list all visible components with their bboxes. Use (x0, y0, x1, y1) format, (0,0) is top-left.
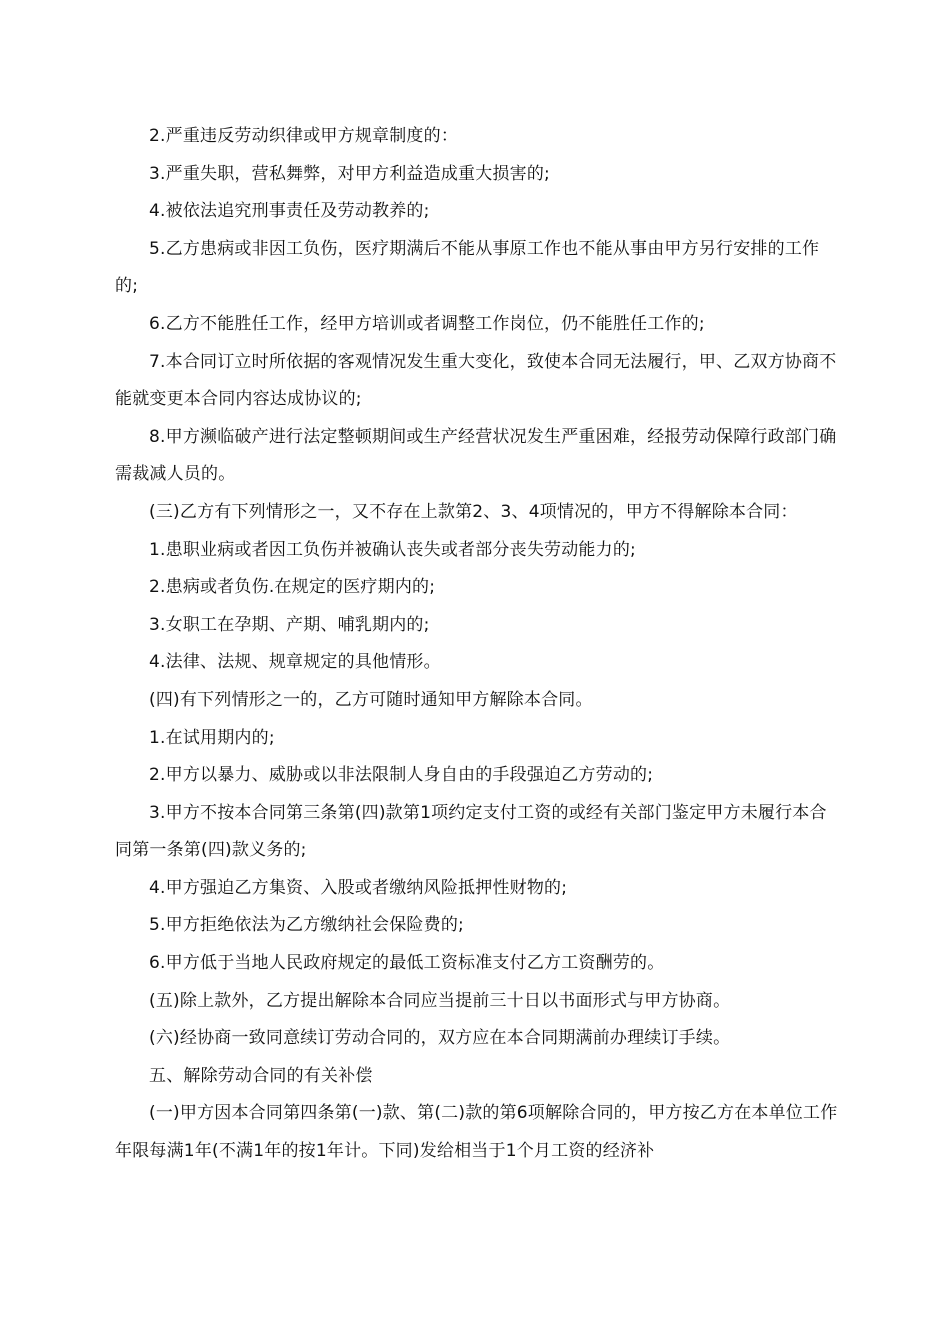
section-paragraph: (五)除上款外，乙方提出解除本合同应当提前三十日以书面形式与甲方协商。 (149, 990, 731, 1011)
clause-item: 8.甲方濒临破产进行法定整顿期间或生产经营状况发生严重困难，经报劳动保障行政部门确需裁减人员的。 (115, 426, 837, 485)
clause-item: 4.甲方强迫乙方集资、入股或者缴纳风险抵押性财物的; (149, 877, 568, 898)
clause-item: 4.被依法追究刑事责任及劳动教养的; (149, 201, 430, 222)
clause-item: 1.患职业病或者因工负伤并被确认丧失或者部分丧失劳动能力的; (149, 539, 636, 560)
clause-item: 3.女职工在孕期、产期、哺乳期内的; (149, 614, 430, 635)
section-heading: 五、解除劳动合同的有关补偿 (149, 1065, 373, 1086)
clause-item: 5.甲方拒绝依法为乙方缴纳社会保险费的; (149, 915, 464, 936)
clause-item: 2.严重违反劳动织律或甲方规章制度的： (149, 126, 459, 146)
clause-item: 6.甲方低于当地人民政府规定的最低工资标准支付乙方工资酬劳的。 (149, 953, 665, 974)
clause-item: 6.乙方不能胜任工作，经甲方培训或者调整工作岗位，仍不能胜任工作的; (149, 313, 705, 334)
section-paragraph: (一)甲方因本合同第四条第(一)款、第(二)款的第6项解除合同的，甲方按乙方在本单位工作年限每满1年(不满1年的按1年计。下同)发给相当于1个月工资的经济补 (115, 1103, 838, 1162)
clause-item: 3.甲方不按本合同第三条第(四)款第1项约定支付工资的或经有关部门鉴定甲方未履行本合同第一条第(四)款义务的; (115, 802, 827, 861)
clause-item: 4.法律、法规、规章规定的具他情形。 (149, 652, 441, 673)
section-paragraph: (三)乙方有下列情形之一，又不存在上款第2、3、4项情况的，甲方不得解除本合同： (149, 501, 798, 522)
document-body (115, 118, 839, 1171)
clause-item: 7.本合同订立时所依据的客观情况发生重大变化，致使本合同无法履行，甲、乙双方协商不能就变更本合同内容达成协议的; (115, 351, 837, 410)
section-paragraph: (四)有下列情形之一的，乙方可随时通知甲方解除本合同。 (149, 689, 593, 710)
clause-item: 2.患病或者负伤.在规定的医疗期内的; (149, 577, 436, 598)
clause-item: 5.乙方患病或非因工负伤，医疗期满后不能从事原工作也不能从事由甲方另行安排的工作的; (115, 238, 820, 297)
clause-item: 2.甲方以暴力、威胁或以非法限制人身自由的手段强迫乙方劳动的; (149, 765, 654, 786)
clause-item: 3.严重失职，营私舞弊，对甲方利益造成重大损害的; (149, 163, 550, 184)
clause-item: 1.在试用期内的; (149, 727, 275, 748)
section-paragraph: (六)经协商一致同意续订劳动合同的，双方应在本合同期满前办理续订手续。 (149, 1028, 731, 1049)
